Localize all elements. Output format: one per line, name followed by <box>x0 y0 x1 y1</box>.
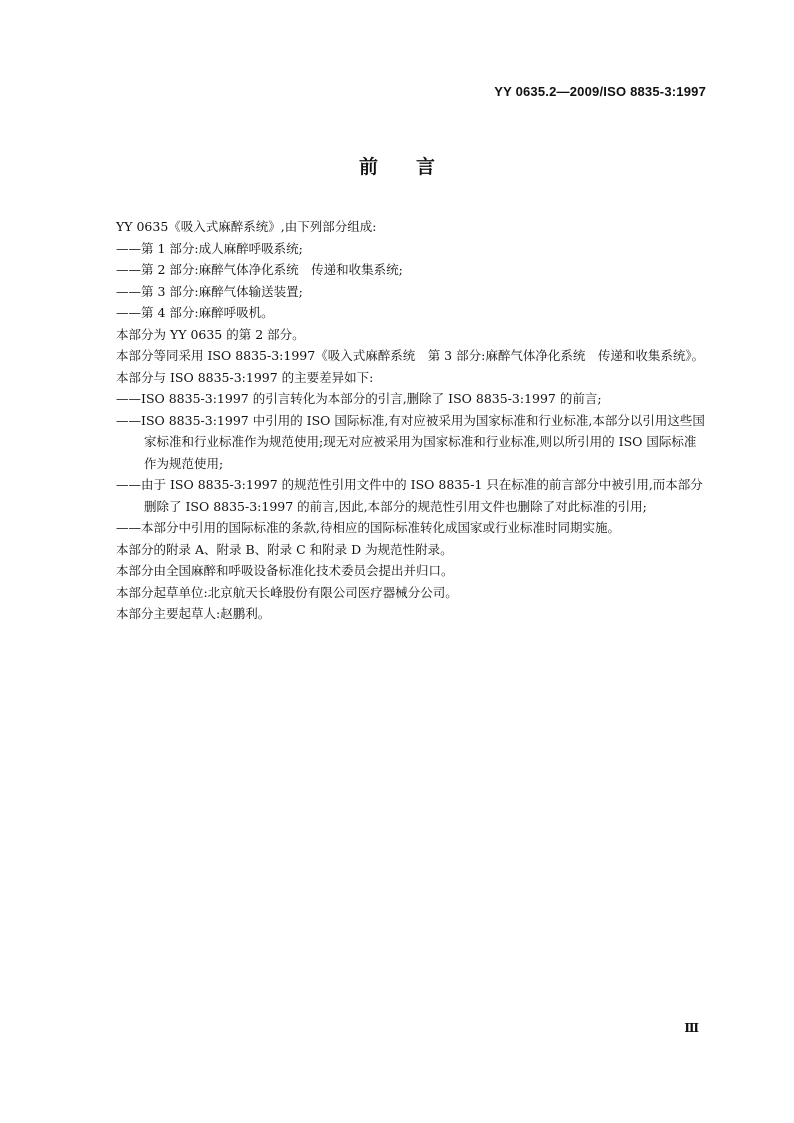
paragraph-committee: 本部分由全国麻醉和呼吸设备标准化技术委员会提出并归口。 <box>116 563 454 578</box>
page-number: Ⅲ <box>684 1021 699 1035</box>
paragraph-differences: 本部分与 ISO 8835-3:1997 的主要差异如下: <box>116 369 374 385</box>
paragraph-adoption: 本部分等同采用 ISO 8835-3:1997《吸入式麻醉系统 第 3 部分:麻醉气体净化系统 传递和收集系统》。 <box>116 348 705 363</box>
paragraph-part-statement: 本部分为 YY 0635 的第 2 部分。 <box>116 326 305 342</box>
list-item-difference-4: ——本部分中引用的国际标准的条款,待相应的国际标准转化成国家或行业标准时同期实施。 <box>116 520 620 535</box>
list-item-part1: ——第 1 部分:成人麻醉呼吸系统; <box>116 240 303 256</box>
page-title: 前言 <box>358 156 473 178</box>
list-item-part4: ——第 4 部分:麻醉呼吸机。 <box>116 305 274 320</box>
foreword-body <box>90 216 706 625</box>
paragraph-drafters: 本部分主要起草人:赵鹏利。 <box>116 606 271 621</box>
list-item-difference-3: ——由于 ISO 8835-3:1997 的规范性引用文件中的 ISO 8835-1 只在标准的前言部分中被引用,而本部分删除了 ISO 8835-3:1997 的前言,因此,本部分的规范性引用文件也删除了对此标准的引用; <box>116 477 703 514</box>
paragraph-drafting-unit: 本部分起草单位:北京航天长峰股份有限公司医疗器械分公司。 <box>116 584 458 600</box>
standard-code: YY 0635.2—2009/ISO 8835-3:1997 <box>494 84 706 99</box>
list-item-difference-1: ——ISO 8835-3:1997 的引言转化为本部分的引言,删除了 ISO 8835-3:1997 的前言; <box>116 391 602 406</box>
list-item-difference-2: ——ISO 8835-3:1997 中引用的 ISO 国际标准,有对应被采用为国家标准和行业标准,本部分以引用这些国家标准和行业标准作为规范使用;现无对应被采用为国家标准和行业标准,则以所引用的 ISO 国际标准作为规范使用; <box>116 412 705 471</box>
list-item-part3: ——第 3 部分:麻醉气体输送装置; <box>116 283 303 299</box>
list-item-part2: ——第 2 部分:麻醉气体净化系统 传递和收集系统; <box>116 262 403 277</box>
paragraph-annexes: 本部分的附录 A、附录 B、附录 C 和附录 D 为规范性附录。 <box>116 541 453 557</box>
paragraph-intro: YY 0635《吸入式麻醉系统》,由下列部分组成: <box>116 219 377 234</box>
